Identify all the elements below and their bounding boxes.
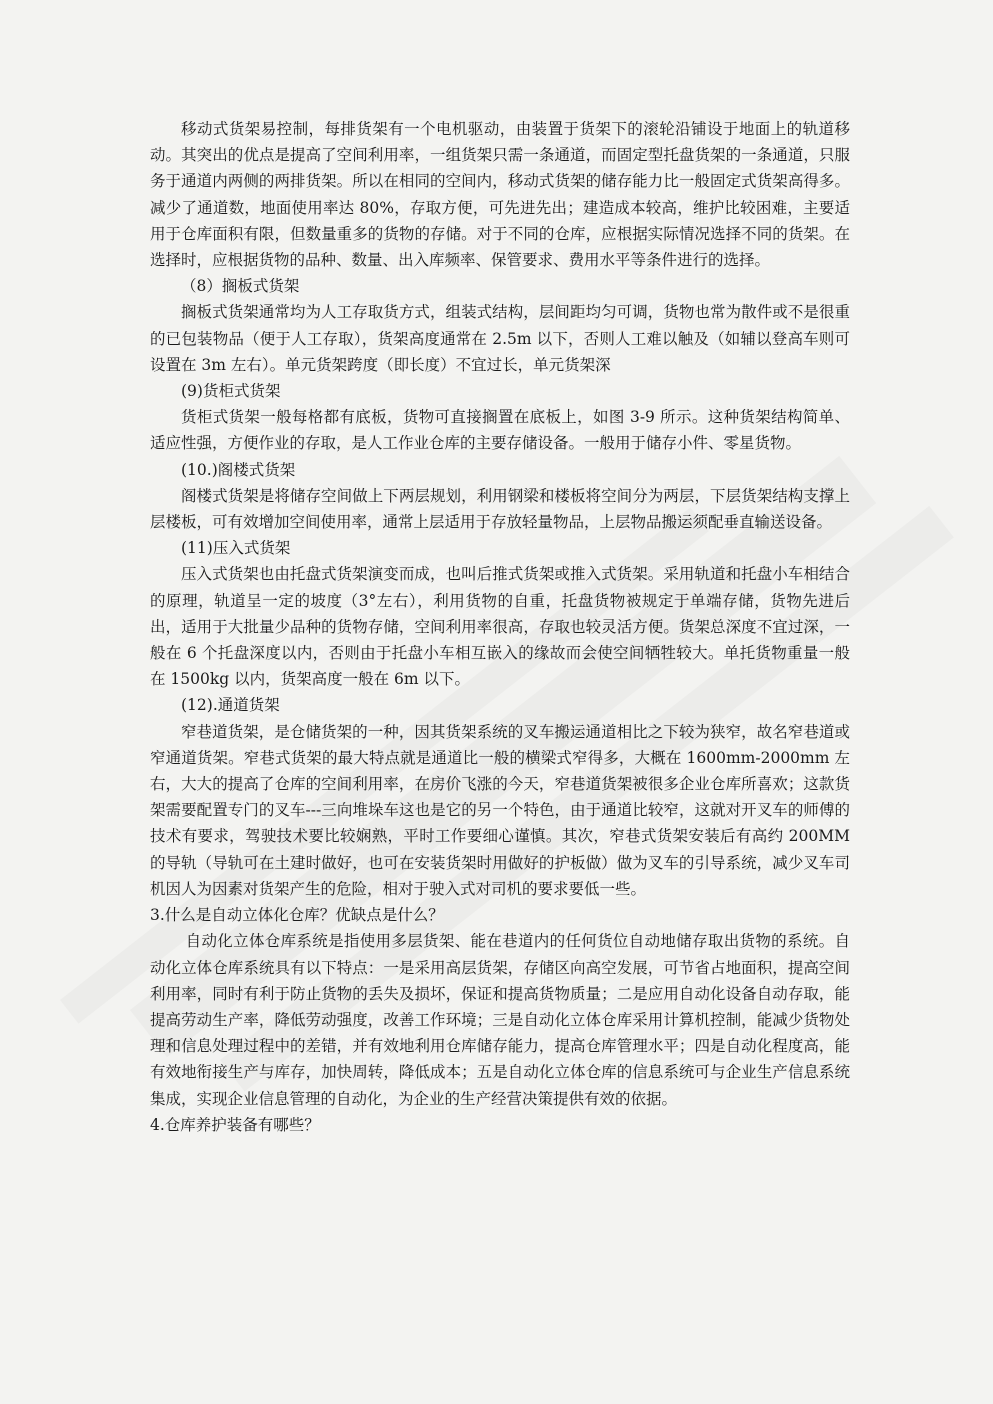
heading-aisle-rack: (12).通道货架	[181, 696, 280, 715]
paragraph-mobile-rack: 移动式货架易控制，每排货架有一个电机驱动，由装置于货架下的滚轮沿铺设于地面上的轨道移动。其突出的优点是提高了空间利用率，一组货架只需一条通道，而固定型托盘货架的一条通道，只服务于通道内两侧的两排货架。所以在相同的空间内，移动式货架的储存能力比一般固定式货架高得多。减少了通道数，地面使用率达 80%，存取方便，可先进先出；建造成本较高，维护比较困难，主要适用于仓库面积有限，但数量重多的货物的存储。对于不同的仓库，应根据实际情况选择不同的货架。在选择时，应根据货物的品种、数量、出入库频率、保管要求、费用水平等条件进行的选择。	[150, 120, 850, 270]
paragraph-aisle-rack: 窄巷道货架，是仓储货架的一种，因其货架系统的叉车搬运通道相比之下较为狭窄，故名窄巷道或窄通道货架。窄巷式货架的最大特点就是通道比一般的横梁式窄得多，大概在 1600mm-2000mm 左右，大大的提高了仓库的空间利用率，在房价飞涨的今天，窄巷道货架被很多企业仓库所喜欢；这款货架需要配置专门的叉车---三向堆垛车这也是它的另一个特色，由于通道比较窄，这就对开叉车的师傅的技术有要求，驾驶技术要比较娴熟，平时工作要细心谨慎。其次，窄巷式货架安装后有高约 200MM 的导轨（导轨可在土建时做好，也可在安装货架时用做好的护板做）做为叉车的引导系统，减少叉车司机因人为因素对货架产生的危险，相对于驶入式对司机的要求要低一些。	[150, 722, 850, 898]
paragraph-asrs: 自动化立体仓库系统是指使用多层货架、能在巷道内的任何货位自动地储存取出货物的系统。自动化立体仓库系统具有以下特点：一是采用高层货架，存储区向高空发展，可节省占地面积，提高空间利用率，同时有利于防止货物的丢失及损坏，保证和提高货物质量；二是应用自动化设备自动存取，能提高劳动生产率，降低劳动强度，改善工作环境；三是自动化立体仓库采用计算机控制，能减少货物处理和信息处理过程中的差错，并有效地利用仓库储存能力，提高仓库管理水平；四是自动化程度高，能有效地衔接生产与库存，加快周转，降低成本；五是自动化立体仓库的信息系统可与企业生产信息系统集成，实现企业信息管理的自动化，为企业的生产经营决策提供有效的依据。	[150, 932, 850, 1108]
question-3: 3.什么是自动立体化仓库？优缺点是什么？	[150, 906, 444, 925]
paragraph-shelf-rack: 搁板式货架通常均为人工存取货方式，组装式结构，层间距均匀可调，货物也常为散件或不是很重的已包装物品（便于人工存取），货架高度通常在 2.5m 以下，否则人工难以触及（如辅以登高车则可设置在 3m 左右）。单元货架跨度（即长度）不宜过长，单元货架深	[150, 303, 850, 374]
paragraph-push-back-rack: 压入式货架也由托盘式货架演变而成，也叫后推式货架或推入式货架。采用轨道和托盘小车相结合的原理，轨道呈一定的坡度（3°左右），利用货物的自重，托盘货物被规定于单端存储，货物先进后出，适用于大批量少品种的货物存储，空间利用率很高，存取也较灵活方便。货架总深度不宜过深，一般在 6 个托盘深度以内，否则由于托盘小车相互嵌入的缘故而会使空间牺牲较大。单托货物重量一般在 1500kg 以内，货架高度一般在 6m 以下。	[150, 565, 850, 689]
heading-shelf-rack: （8）搁板式货架	[181, 277, 300, 296]
heading-mezzanine-rack: (10.)阁楼式货架	[181, 460, 296, 479]
question-4: 4.仓库养护装备有哪些？	[150, 1115, 320, 1134]
paragraph-mezzanine-rack: 阁楼式货架是将储存空间做上下两层规划，利用钢梁和楼板将空间分为两层，下层货架结构支撑上层楼板，可有效增加空间使用率，通常上层适用于存放轻量物品，上层物品搬运须配垂直输送设备。	[150, 486, 850, 532]
document-body	[150, 116, 850, 1138]
paragraph-cabinet-rack: 货柜式货架一般每格都有底板，货物可直接搁置在底板上，如图 3-9 所示。这种货架结构简单、适应性强，方便作业的存取，是人工作业仓库的主要存储设备。一般用于储存小件、零星货物。	[150, 408, 850, 453]
heading-push-back-rack: (11)压入式货架	[181, 539, 291, 558]
heading-cabinet-rack: (9)货柜式货架	[181, 382, 281, 401]
